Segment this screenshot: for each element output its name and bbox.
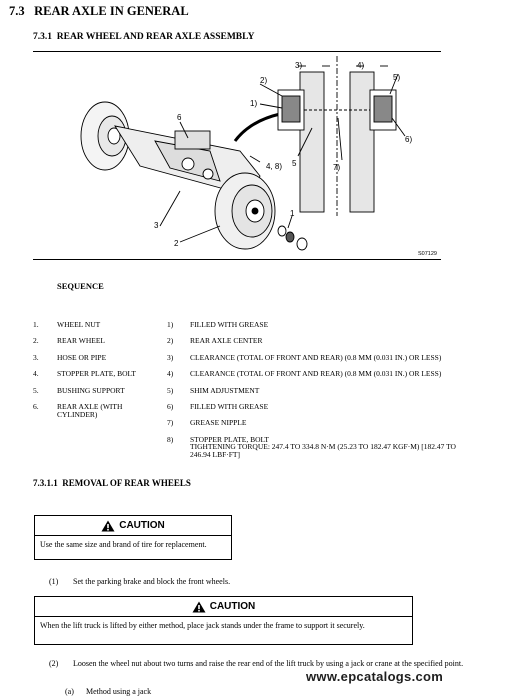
step-text: Loosen the wheel nut about two turns and raise the rear end of the lift truck by using a jack or crane at the specified point. xyxy=(73,659,464,668)
note-text: SHIM ADJUSTMENT xyxy=(190,386,260,395)
substep-number: (a) xyxy=(65,687,74,696)
removal-title: REMOVAL OF REAR WHEELS xyxy=(62,478,191,488)
callout-6: 6 xyxy=(177,113,182,122)
note-number: 8) xyxy=(167,435,174,444)
note-text: STOPPER PLATE, BOLT xyxy=(190,435,269,444)
callout-1: 1 xyxy=(290,209,295,218)
sequence-heading: SEQUENCE xyxy=(57,281,104,291)
callout-6p: 6) xyxy=(405,135,413,144)
note-number: 3) xyxy=(167,353,174,362)
removal-number: 7.3.1.1 xyxy=(33,478,58,488)
divider xyxy=(33,259,441,260)
part-number: 5. xyxy=(33,386,39,395)
step-number: (2) xyxy=(49,659,59,668)
subsection-heading xyxy=(33,32,254,42)
part-name: BUSHING SUPPORT xyxy=(57,386,125,395)
caution-title-row xyxy=(35,597,412,617)
note-number: 6) xyxy=(167,402,174,411)
caution-box xyxy=(34,596,413,645)
note-number: 7) xyxy=(167,418,174,427)
subsection-number: 7.3.1 xyxy=(33,32,52,42)
warning-icon xyxy=(192,601,206,613)
part-name: REAR WHEEL xyxy=(57,336,105,345)
part-name: STOPPER PLATE, BOLT xyxy=(57,369,136,378)
note-text: FILLED WITH GREASE xyxy=(190,320,269,329)
callout-5p: 5) xyxy=(393,73,401,82)
part-name: REAR AXLE (WITH CYLINDER) xyxy=(57,402,123,419)
note-number: 2) xyxy=(167,336,174,345)
watermark: www.epcatalogs.com xyxy=(306,669,444,684)
divider xyxy=(33,51,441,52)
caution-title: CAUTION xyxy=(119,520,165,531)
callout-2: 2 xyxy=(174,239,179,248)
callout-4-8: 4, 8) xyxy=(266,162,283,171)
part-name: HOSE OR PIPE xyxy=(57,353,107,362)
callout-5: 5 xyxy=(292,159,297,168)
rear-axle-assembly-diagram xyxy=(60,56,450,256)
warning-icon xyxy=(101,520,115,532)
section-heading xyxy=(9,4,189,19)
caution-text: Use the same size and brand of tire for replacement. xyxy=(40,540,207,549)
note-number: 5) xyxy=(167,386,174,395)
callout-2p: 2) xyxy=(260,76,268,85)
caution-box xyxy=(34,515,232,560)
callout-3: 3 xyxy=(154,221,159,230)
figure-code: S07129 xyxy=(418,251,437,257)
part-number: 2. xyxy=(33,336,39,345)
caution-title-row xyxy=(35,516,231,536)
note-text: REAR AXLE CENTER xyxy=(190,336,263,345)
callout-1p: 1) xyxy=(250,99,258,108)
part-number: 1. xyxy=(33,320,39,329)
part-name: WHEEL NUT xyxy=(57,320,101,329)
section-title: REAR AXLE IN GENERAL xyxy=(34,4,189,18)
removal-heading xyxy=(33,478,191,488)
note-text: CLEARANCE (TOTAL OF FRONT AND REAR) (0.8 MM (0.031 IN.) OR LESS) xyxy=(190,369,442,378)
note-text: GREASE NIPPLE xyxy=(190,418,247,427)
callout-7p: 7) xyxy=(333,163,341,172)
note-torque: TIGHTENING TORQUE: 247.4 TO 334.8 N·M (25.23 TO 182.47 KGF·M) [182.47 TO 246.94 LBF·FT] xyxy=(190,442,456,459)
note-number: 1) xyxy=(167,320,174,329)
section-number: 7.3 xyxy=(9,4,25,18)
note-text: CLEARANCE (TOTAL OF FRONT AND REAR) (0.8 MM (0.031 IN.) OR LESS) xyxy=(190,353,442,362)
substep-text: Method using a jack xyxy=(86,687,152,696)
caution-title: CAUTION xyxy=(209,601,256,612)
note-text: FILLED WITH GREASE xyxy=(190,402,269,411)
part-number: 3. xyxy=(33,353,39,362)
note-number: 4) xyxy=(167,369,174,378)
callout-3p: 3) xyxy=(295,61,303,70)
part-number: 4. xyxy=(33,369,39,378)
caution-text: When the lift truck is lifted by either method, place jack stands under the frame to support it securely. xyxy=(40,621,365,630)
step-number: (1) xyxy=(49,577,59,586)
subsection-title: REAR WHEEL AND REAR AXLE ASSEMBLY xyxy=(56,32,255,42)
part-number: 6. xyxy=(33,402,39,411)
callout-4p: 4) xyxy=(357,61,365,70)
step-text: Set the parking brake and block the front wheels. xyxy=(73,577,231,586)
